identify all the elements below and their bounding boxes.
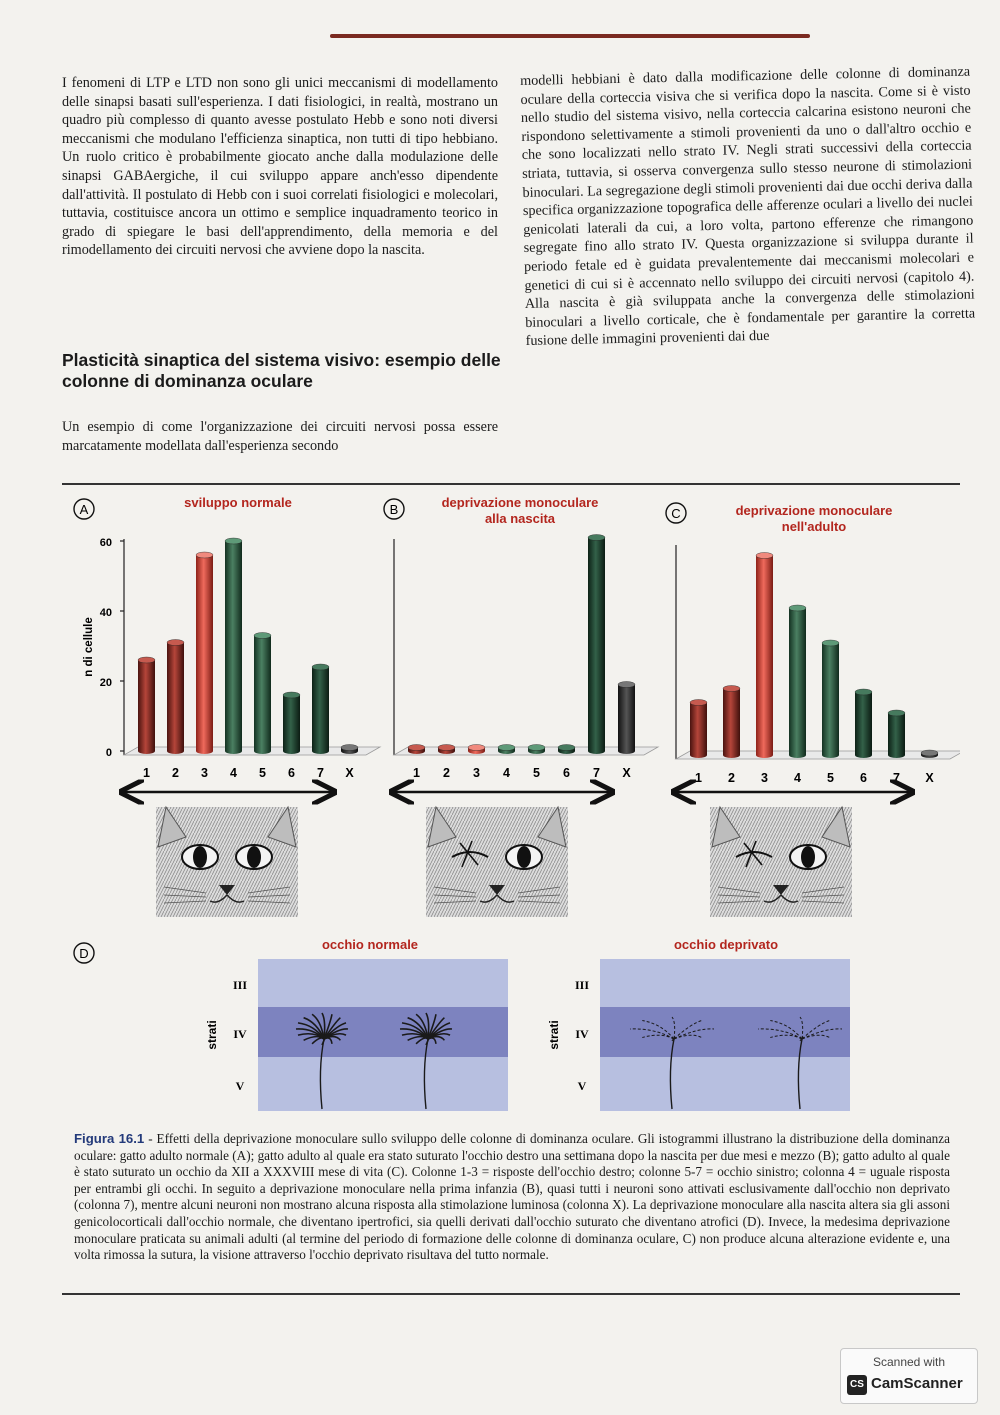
bar-6: [283, 692, 300, 754]
cat-face-a: [156, 807, 298, 917]
layer-label-III: III: [574, 978, 590, 992]
svg-text:A: A: [79, 502, 89, 517]
x-tick-1: 1: [413, 766, 420, 780]
x-tick-1: 1: [143, 766, 150, 780]
figure-16-1: [62, 483, 960, 1295]
x-tick-7: 7: [593, 766, 600, 780]
layer-label-IV: IV: [575, 1027, 589, 1041]
panel-a-letter: [74, 499, 94, 519]
x-tick-4: 4: [503, 766, 510, 780]
bar-1: [408, 745, 425, 755]
x-tick-1: 1: [695, 771, 702, 785]
bar-3: [468, 745, 485, 755]
bar-X: [341, 745, 358, 755]
svg-text:D: D: [79, 946, 89, 961]
bar-2: [438, 745, 455, 755]
x-tick-7: 7: [893, 771, 900, 785]
camscanner-logo-icon: CS: [847, 1375, 867, 1395]
cat-face-c: [710, 807, 852, 917]
bar-7: [888, 710, 905, 758]
histogram-charts: [120, 535, 960, 786]
badge-name: CamScanner: [871, 1375, 963, 1392]
layer-label-IV: IV: [233, 1027, 247, 1041]
badge-top-text: Scanned with: [872, 1355, 946, 1369]
cat-illustrations: [156, 807, 852, 917]
x-tick-5: 5: [827, 771, 834, 785]
chart-floor: [676, 751, 960, 759]
bar-6: [855, 689, 872, 758]
cortex-layer-diagrams: [205, 959, 850, 1111]
svg-text:B: B: [389, 502, 399, 517]
bar-5: [822, 640, 839, 758]
camscanner-badge: [840, 1348, 978, 1404]
bar-5: [528, 745, 545, 755]
x-tick-X: X: [345, 766, 354, 780]
layer-label-V: V: [235, 1079, 245, 1093]
panel-d-letter: [74, 943, 94, 963]
cortex-diagram-normal: [205, 959, 508, 1111]
histogram-b: [394, 535, 658, 781]
bar-X: [921, 750, 938, 758]
panel-b-title-line2: alla nascita: [484, 511, 556, 526]
x-tick-3: 3: [473, 766, 480, 780]
bar-1: [690, 700, 707, 759]
panel-c-letter: [666, 503, 686, 523]
left-paragraph-2: Un esempio di come l'organizzazione dei circuiti nervosi possa essere marcatamente modellata dall'esperienza secondo: [62, 419, 498, 454]
bar-7: [312, 664, 329, 754]
histogram-c: [676, 545, 960, 785]
svg-text:C: C: [671, 506, 681, 521]
right-paragraph-1: modelli hebbiani è dato dalla modificazione delle colonne di dominanza oculare della corteccia visiva che si verifica dopo la nascita. Come si è visto nello studio del sistema visivo, nella corteccia calcarina esistono neuroni che rispondono selettivamente a stimoli provenienti da uno o dall'altro occhio e che sono localizzati nello strato IV. Negli strati successivi della corteccia striata, tuttavia, si osserva convergenza sullo stesso neurone di stimolazioni binoculari. La segregazione degli stimoli provenienti dai due occhi deriva dalla specifica organizzazione topografica delle afferenze oculari a livello dei nuclei genicolati laterali da cui, a loro volta, partono efferenze che rimangono segregate fino allo strato IV. Questa organizzazione si sviluppa durante il periodo fetale ed è guidata prevalentemente dai meccanismi molecolari e genetici di cui si è accennato nello sviluppo dei circuiti nervosi (capitolo 4). Alla nascita è già sviluppata anche la convergenza delle stimolazioni binoculari a livello corticale, che è fondamentale per garantire la corretta fusione delle immagini provenienti dai due: [520, 63, 976, 350]
bar-4: [498, 745, 515, 755]
x-tick-7: 7: [317, 766, 324, 780]
x-tick-4: 4: [794, 771, 801, 785]
x-tick-6: 6: [563, 766, 570, 780]
x-tick-X: X: [925, 771, 934, 785]
x-tick-5: 5: [533, 766, 540, 780]
panel-b-title-line1: deprivazione monoculare: [441, 495, 599, 510]
bar-4: [225, 538, 242, 754]
y-axis-label: n di cellule: [83, 617, 95, 677]
right-column: [520, 63, 976, 351]
x-tick-6: 6: [288, 766, 295, 780]
top-decorative-bar: [330, 34, 810, 38]
layer-label-III: III: [232, 978, 248, 992]
caption-text: - Effetti della deprivazione monoculare sullo sviluppo delle colonne di dominanza oculare. Gli istogrammi illustrano la distribuzione della dominanza oculare: gatto adulto normale (A); gatto adulto al quale era stato suturato l'occhio destro una settimana dopo la nascita per due mesi e mezzo (B); gatto adulto al quale è stato suturato un occhio da XII a XXXVIII mese di vita (C). Colonne 1-3 = risposte dell'occhio destro; colonne 5-7 = occhio sinistro; colonna 4 = uguale risposta per entrambi gli occhi. In seguito a deprivazione monoculare nella prima infanzia (B), quasi tutti i neuroni sono attivati esclusivamente dall'occhio non deprivato (colonna 7), mentre alcuni neuroni non mostrano alcuna risposta alla stimolazione luminosa (colonna X). La deprivazione monoculare alla nascita altera sia gli assoni genicolocorticali dall'occhio normale, che diventano ipertrofici, sia quelli derivati dall'occhio suturato che diventano atrofici (D). Invece, la medesima deprivazione monoculare praticata su animali adulti (al termine del periodo di formazione delle colonne di dominanza oculare, C) non produce alcuna alterazione evidente e, una volta rimossa la sutura, la visione attraverso l'occhio deprivato risultava del tutto normale.: [74, 1131, 950, 1263]
x-tick-6: 6: [860, 771, 867, 785]
strati-label: strati: [547, 1020, 561, 1050]
layer-label-V: V: [577, 1079, 587, 1093]
x-tick-2: 2: [728, 771, 735, 785]
y-tick-20: 20: [99, 677, 112, 689]
x-tick-2: 2: [172, 766, 179, 780]
bar-5: [254, 633, 271, 755]
x-tick-X: X: [622, 766, 631, 780]
caption-label: Figura 16.1: [74, 1131, 145, 1146]
x-tick-5: 5: [259, 766, 266, 780]
figure-caption: [74, 1131, 950, 1264]
bar-3: [756, 553, 773, 759]
bar-1: [138, 657, 155, 754]
bar-2: [723, 686, 740, 759]
left-column: [62, 74, 498, 260]
y-tick-40: 40: [99, 607, 112, 619]
x-tick-2: 2: [443, 766, 450, 780]
section-title: Plasticità sinaptica del sistema visivo: esempio delle colonne di dominanza oculare: [62, 350, 501, 391]
panel-a-title: sviluppo normale: [184, 495, 292, 510]
bar-6: [558, 745, 575, 755]
cat-face-b: [426, 807, 568, 917]
panel-b-letter: [384, 499, 404, 519]
figure-graphics: [62, 485, 960, 1125]
bar-X: [618, 682, 635, 755]
y-tick-60: 60: [99, 537, 112, 549]
panel-d-left-title: occhio normale: [321, 937, 419, 952]
bar-2: [167, 640, 184, 755]
cortex-diagram-deprived: [547, 959, 850, 1111]
panel-c-title-line2: nell'adulto: [781, 519, 847, 534]
bar-7: [588, 535, 605, 755]
panel-d-right-title: occhio deprivato: [673, 937, 779, 952]
bar-3: [196, 552, 213, 754]
panel-c-title-line1: deprivazione monoculare: [735, 503, 893, 518]
left-paragraph-1: I fenomeni di LTP e LTD non sono gli unici meccanismi di modellamento delle sinapsi basati sull'esperienza. I dati fisiologici, in realtà, mostrano un quadro più complesso di quanto avesse postulato Hebb e sono noti diversi meccanismi che modulano l'efficienza sinaptica, non tutti di tipo hebbiano. Un ruolo critico è probabilmente giocato anche dalla modulazione delle sinapsi GABAergiche, il cui sviluppo appare anch'esso dipendente dall'attività. Il postulato di Hebb con i suoi correlati fisiologici e molecolari, tuttavia, costituisce ancora un ottimo e semplice inquadramento teorico in grado di spiegare le basi dell'apprendimento, della memoria e del rimodellamento dei circuiti nervosi che avviene dopo la nascita.: [62, 75, 498, 259]
x-tick-4: 4: [230, 766, 237, 780]
x-tick-3: 3: [761, 771, 768, 785]
bar-4: [789, 605, 806, 758]
histogram-a: [120, 538, 380, 780]
strati-label: strati: [205, 1020, 219, 1050]
y-tick-0: 0: [105, 747, 112, 759]
x-tick-3: 3: [201, 766, 208, 780]
